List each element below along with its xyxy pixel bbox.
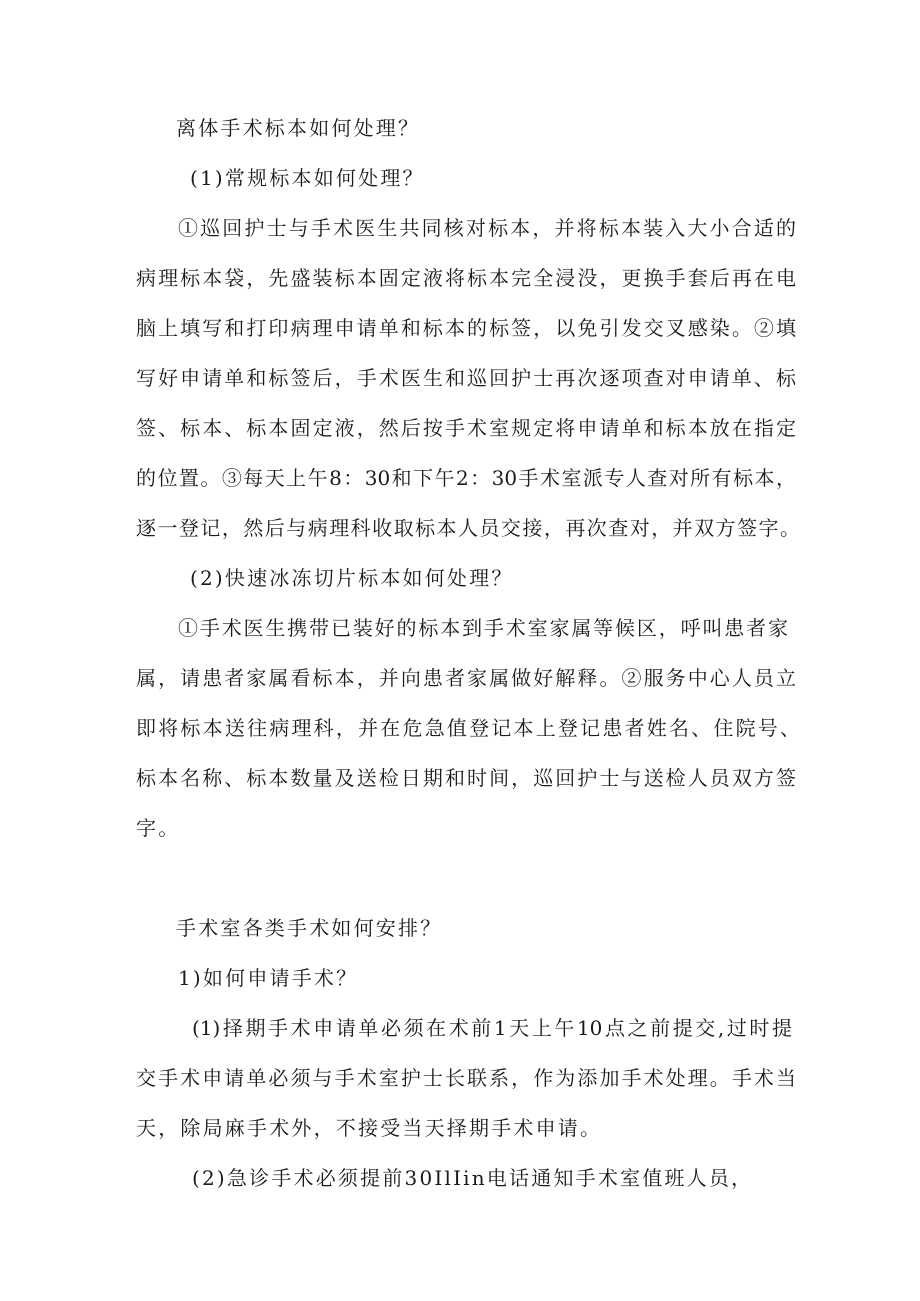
paragraph-line: (1)择期手术申请单必须在术前1天上午10点之前提交,过时提 (192, 1016, 792, 1040)
paragraph-line: 脑上填写和打印病理申请单和标本的标签，以免引发交叉感染。②填 (136, 316, 796, 340)
paragraph-line: 逐一登记，然后与病理科收取标本人员交接，再次查对，并双方签字。 (136, 516, 800, 540)
subheading-apply-surgery: 1)如何申请手术？ (178, 966, 359, 990)
paragraph-line: 的位置。③每天上午8：30和下午2：30手术室派专人查对所有标本， (136, 466, 796, 490)
subheading-frozen-section: (2)快速冰冻切片标本如何处理？ (190, 566, 514, 590)
paragraph-line: 标本名称、标本数量及送检日期和时间，巡回护士与送检人员双方签 (136, 766, 796, 790)
paragraph-line: 属，请患者家属看标本，并向患者家属做好解释。②服务中心人员立 (136, 666, 796, 690)
paragraph-line: 交手术申请单必须与手术室护士长联系，作为添加手术处理。手术当 (136, 1066, 796, 1090)
paragraph-line: 天，除局麻手术外，不接受当天择期手术申请。 (136, 1116, 603, 1140)
paragraph-line: ①巡回护士与手术医生共同核对标本，并将标本装入大小合适的 (178, 216, 796, 240)
paragraph-line: 即将标本送往病理科，并在危急值登记本上登记患者姓名、住院号、 (136, 716, 800, 740)
subheading-routine-specimen: (1)常规标本如何处理？ (190, 166, 425, 190)
paragraph-line: 病理标本袋，先盛装标本固定液将标本完全浸没，更换手套后再在电 (136, 266, 796, 290)
paragraph-line: 写好申请单和标签后，手术医生和巡回护士再次逐项查对申请单、标 (136, 366, 796, 390)
section-title-surgery-scheduling: 手术室各类手术如何安排？ (176, 916, 443, 940)
paragraph-line: ①手术医生携带已装好的标本到手术室家属等候区，呼叫患者家 (178, 616, 788, 640)
paragraph-line: (2)急诊手术必须提前30IlIin电话通知手术室值班人员， (192, 1166, 754, 1190)
paragraph-line: 签、标本、标本固定液，然后按手术室规定将申请单和标本放在指定 (136, 416, 796, 440)
paragraph-line: 字。 (136, 816, 181, 840)
section-title-specimen: 离体手术标本如何处理？ (176, 116, 421, 140)
